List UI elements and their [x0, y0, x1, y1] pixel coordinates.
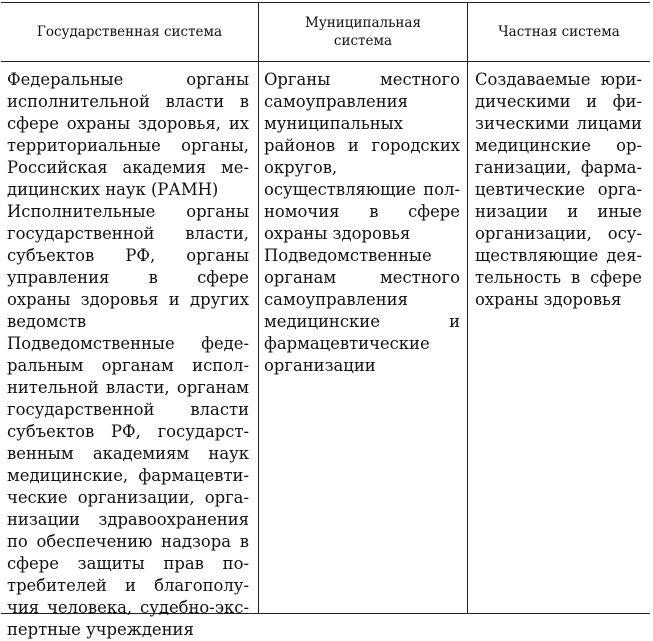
municipal-paragraph-subordinate: Подведомственные органам местного самоуправления медицинские и фармацевтические организации — [264, 246, 460, 375]
header-municipal-system: Муниципальная система — [305, 15, 421, 49]
state-paragraph-executive: Исполнительные органы государственной власти, субъектов РФ, органы управления в сфере охраны здоровья и других ведомств — [7, 202, 249, 331]
column-state-system — [7, 69, 249, 641]
municipal-paragraph-local-government: Органы местного самоуправления муниципальных районов и городских округов, осуществляющие полномочия в сфере охраны здоровья — [264, 70, 460, 243]
column-divider-2 — [467, 3, 468, 613]
column-private-system — [475, 69, 642, 311]
header-private-system: Частная система — [498, 24, 620, 40]
column-municipal-system — [264, 69, 460, 377]
health-systems-table — [1, 2, 650, 639]
state-paragraph-federal: Федеральные органы исполнительной власти в сфере охраны здоровья, их территориальные органы, Российская академия медицинских наук (РАМН) — [7, 70, 249, 199]
header-state-system: Государственная система — [36, 24, 223, 40]
state-paragraph-subordinate: Подведомственные федеральным органам исполнительной власти, органам государственной власти субъектов РФ, государственным академиям наук медицинские, фармацевтические организации, организации здравоохранения по обеспечению надзора в сфере защиты прав потребителей и благополучия человека, судебно-экспертные учреждения — [7, 334, 249, 639]
private-paragraph-organizations: Создаваемые юридическими и физическими лицами медицинские организации, фармацевтические организации и иные организации, осуществляющие деятельность в сфере охраны здоровья — [475, 70, 642, 309]
header-divider — [1, 61, 650, 62]
column-divider-1 — [258, 3, 259, 613]
